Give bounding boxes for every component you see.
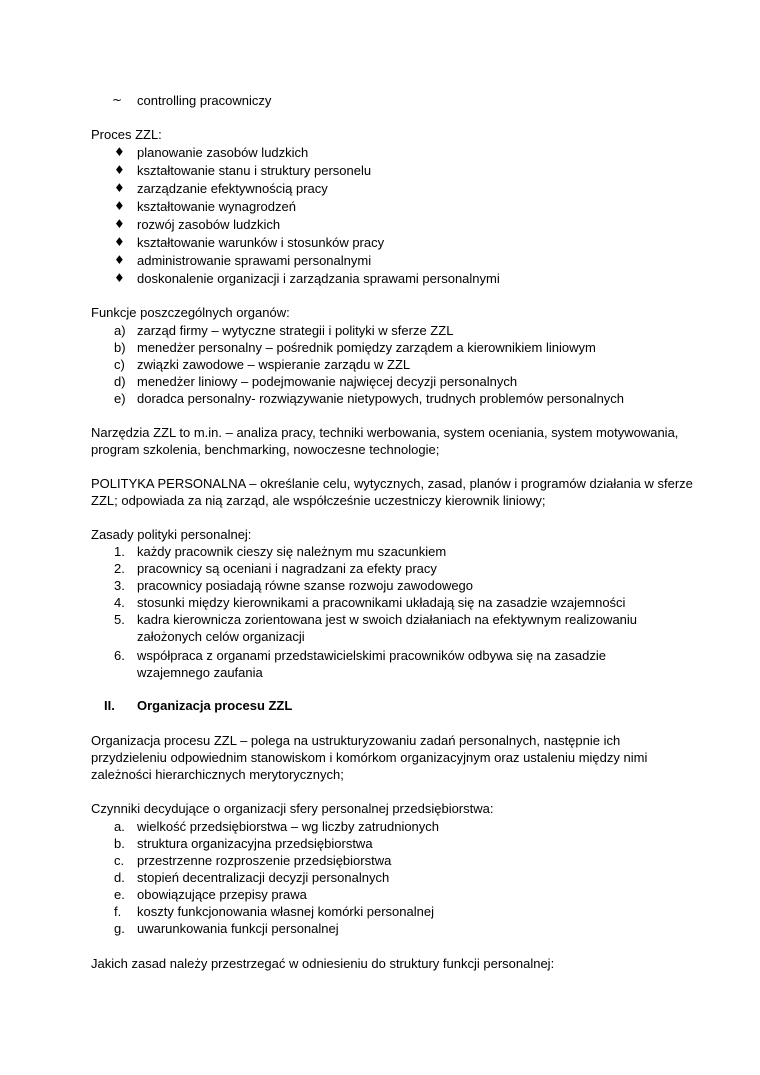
diamond-bullet-icon: ♦	[114, 235, 125, 249]
list-marker: 5.	[114, 612, 125, 627]
list-marker: b)	[114, 340, 126, 355]
list-marker: 6.	[114, 648, 125, 663]
zasady-item: każdy pracownik cieszy się należnym mu szacunkiem	[137, 544, 447, 559]
top-list-item: controlling pracowniczy	[137, 93, 272, 108]
zasady-item: pracownicy posiadają równe szanse rozwoju zawodowego	[137, 578, 474, 593]
zasady-item-continuation: założonych celów organizacji	[137, 629, 305, 644]
funkcje-item: zarząd firmy – wytyczne strategii i polityki w sferze ZZL	[137, 323, 454, 338]
list-marker: 1.	[114, 544, 125, 559]
list-marker: b.	[114, 836, 125, 851]
list-marker: 3.	[114, 578, 125, 593]
proces-item: doskonalenie organizacji i zarządzania sprawami personalnymi	[137, 271, 500, 286]
narzedzia-paragraph-line: program szkolenia, benchmarking, nowoczesne technologie;	[91, 442, 440, 457]
proces-item: kształtowanie warunków i stosunków pracy	[137, 235, 385, 250]
tilde-bullet-icon: ~	[112, 93, 123, 107]
list-marker: e)	[114, 391, 126, 406]
diamond-bullet-icon: ♦	[114, 271, 125, 285]
proces-item: rozwój zasobów ludzkich	[137, 217, 281, 232]
list-marker: 4.	[114, 595, 125, 610]
proces-item: administrowanie sprawami personalnymi	[137, 253, 372, 268]
czynniki-item: stopień decentralizacji decyzji personalnych	[137, 870, 390, 885]
list-marker: e.	[114, 887, 125, 902]
czynniki-item: wielkość przedsiębiorstwa – wg liczby zatrudnionych	[137, 819, 440, 834]
czynniki-item: przestrzenne rozproszenie przedsiębiorstwa	[137, 853, 392, 868]
organizacja-paragraph-line: zależności hierarchicznych merytorycznych;	[91, 767, 344, 782]
czynniki-item: uwarunkowania funkcji personalnej	[137, 921, 339, 936]
proces-item: kształtowanie wynagrodzeń	[137, 199, 296, 214]
section-number: II.	[104, 698, 115, 713]
list-marker: f.	[114, 904, 122, 919]
proces-item: planowanie zasobów ludzkich	[137, 145, 309, 160]
polityka-paragraph-line: POLITYKA PERSONALNA – określanie celu, wytycznych, zasad, planów i programów działania w sferze	[91, 476, 693, 491]
diamond-bullet-icon: ♦	[114, 181, 125, 195]
czynniki-item: koszty funkcjonowania własnej komórki personalnej	[137, 904, 434, 919]
zasady-item: pracownicy są oceniani i nagradzani za efekty pracy	[137, 561, 437, 576]
diamond-bullet-icon: ♦	[114, 199, 125, 213]
list-marker: a)	[114, 323, 126, 338]
zasady-item-continuation: wzajemnego zaufania	[137, 665, 263, 680]
list-marker: a.	[114, 819, 125, 834]
funkcje-heading: Funkcje poszczególnych organów:	[91, 305, 290, 320]
funkcje-item: związki zawodowe – wspieranie zarządu w ZZL	[137, 357, 411, 372]
list-marker: 2.	[114, 561, 125, 576]
funkcje-item: menedżer personalny – pośrednik pomiędzy zarządem a kierownikiem liniowym	[137, 340, 596, 355]
czynniki-heading: Czynniki decydujące o organizacji sfery personalnej przedsiębiorstwa:	[91, 801, 494, 816]
funkcje-item: doradca personalny- rozwiązywanie nietypowych, trudnych problemów personalnych	[137, 391, 625, 406]
section-title: Organizacja procesu ZZL	[137, 698, 293, 713]
list-marker: d.	[114, 870, 125, 885]
czynniki-item: obowiązujące przepisy prawa	[137, 887, 307, 902]
proces-item: kształtowanie stanu i struktury personelu	[137, 163, 372, 178]
diamond-bullet-icon: ♦	[114, 253, 125, 267]
list-marker: d)	[114, 374, 126, 389]
narzedzia-paragraph-line: Narzędzia ZZL to m.in. – analiza pracy, techniki werbowania, system oceniania, system motywowania,	[91, 425, 679, 440]
list-marker: c.	[114, 853, 125, 868]
diamond-bullet-icon: ♦	[114, 163, 125, 177]
proces-item: zarządzanie efektywnością pracy	[137, 181, 328, 196]
list-marker: g.	[114, 921, 125, 936]
polityka-paragraph-line: ZZL; odpowiada za nią zarząd, ale współcześnie uczestniczy kierownik liniowy;	[91, 493, 546, 508]
zasady-item: stosunki między kierownikami a pracownikami układają się na zasadzie wzajemności	[137, 595, 626, 610]
final-question: Jakich zasad należy przestrzegać w odniesieniu do struktury funkcji personalnej:	[91, 956, 555, 971]
zasady-item: współpraca z organami przedstawicielskimi pracowników odbywa się na zasadzie	[137, 648, 606, 663]
organizacja-paragraph-line: Organizacja procesu ZZL – polega na ustrukturyzowaniu zadań personalnych, następnie ich	[91, 733, 621, 748]
organizacja-paragraph-line: przydzieleniu odpowiednim stanowiskom i komórkom organizacyjnym oraz ustaleniu między nimi	[91, 750, 648, 765]
zasady-heading: Zasady polityki personalnej:	[91, 527, 252, 542]
zasady-item: kadra kierownicza zorientowana jest w swoich działaniach na efektywnym realizowaniu	[137, 612, 638, 627]
proces-heading: Proces ZZL:	[91, 127, 162, 142]
diamond-bullet-icon: ♦	[114, 145, 125, 159]
diamond-bullet-icon: ♦	[114, 217, 125, 231]
funkcje-item: menedżer liniowy – podejmowanie najwięcej decyzji personalnych	[137, 374, 518, 389]
list-marker: c)	[114, 357, 125, 372]
czynniki-item: struktura organizacyjna przedsiębiorstwa	[137, 836, 373, 851]
